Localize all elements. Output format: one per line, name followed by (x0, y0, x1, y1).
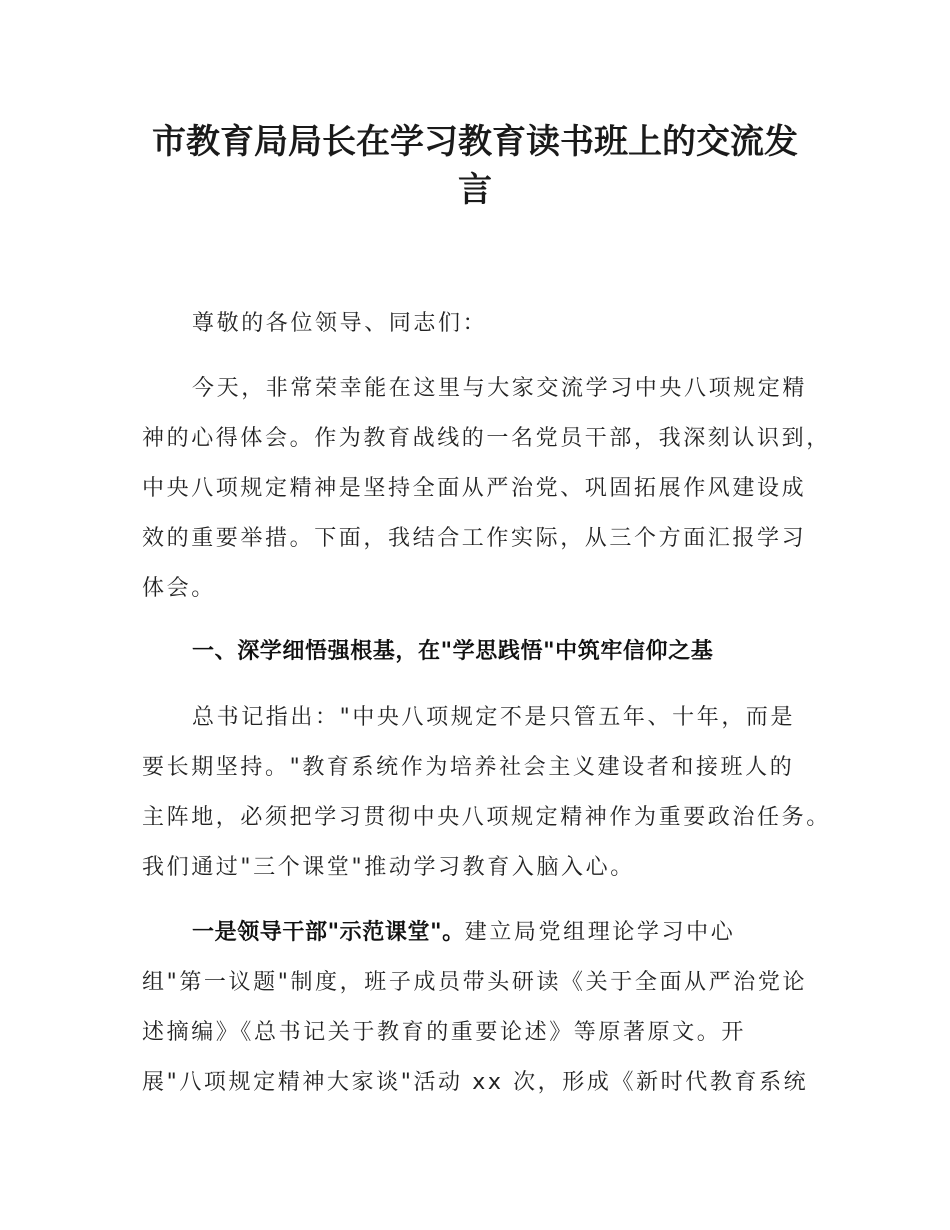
section-1-line-2: 要长期坚持。"教育系统作为培养社会主义建设者和接班人的 (142, 755, 795, 780)
document-title-line-1: 市教育局局长在学习教育读书班上的交流发 (152, 122, 798, 162)
intro-line-5: 体会。 (142, 576, 216, 601)
intro-line-4: 效的重要举措。下面，我结合工作实际，从三个方面汇报学习 (142, 526, 807, 551)
point-1-first-rest: 建立局党组理论学习中心 (464, 920, 736, 945)
section-1-line-3: 主阵地，必须把学习贯彻中央八项规定精神作为重要政治任务。 (142, 805, 831, 830)
intro-line-1: 今天，非常荣幸能在这里与大家交流学习中央八项规定精 (192, 376, 808, 401)
section-1-heading: 一、深学细悟强根基，在"学思践悟"中筑牢信仰之基 (192, 639, 714, 664)
intro-line-3: 中央八项规定精神是坚持全面从严治党、巩固拓展作风建设成 (142, 476, 807, 501)
section-1-line-1: 总书记指出："中央八项规定不是只管五年、十年，而是 (192, 705, 796, 730)
section-1-line-4: 我们通过"三个课堂"推动学习教育入脑入心。 (142, 855, 635, 880)
point-1-line-3: 述摘编》《总书记关于教育的重要论述》等原著原文。开 (142, 1020, 747, 1045)
document-title-line-2: 言 (458, 170, 492, 210)
point-1-line-1 (192, 917, 735, 949)
point-1-line-4: 展"八项规定精神大家谈"活动 xx 次，形成《新时代教育系统 (142, 1070, 809, 1095)
point-1-lead: 一是领导干部"示范课堂"。 (192, 920, 465, 945)
salutation: 尊敬的各位领导、同志们： (192, 311, 488, 336)
point-1-line-2: 组"第一议题"制度，班子成员带头研读《关于全面从严治党论 (142, 970, 808, 995)
intro-line-2: 神的心得体会。作为教育战线的一名党员干部，我深刻认识到， (142, 426, 831, 451)
